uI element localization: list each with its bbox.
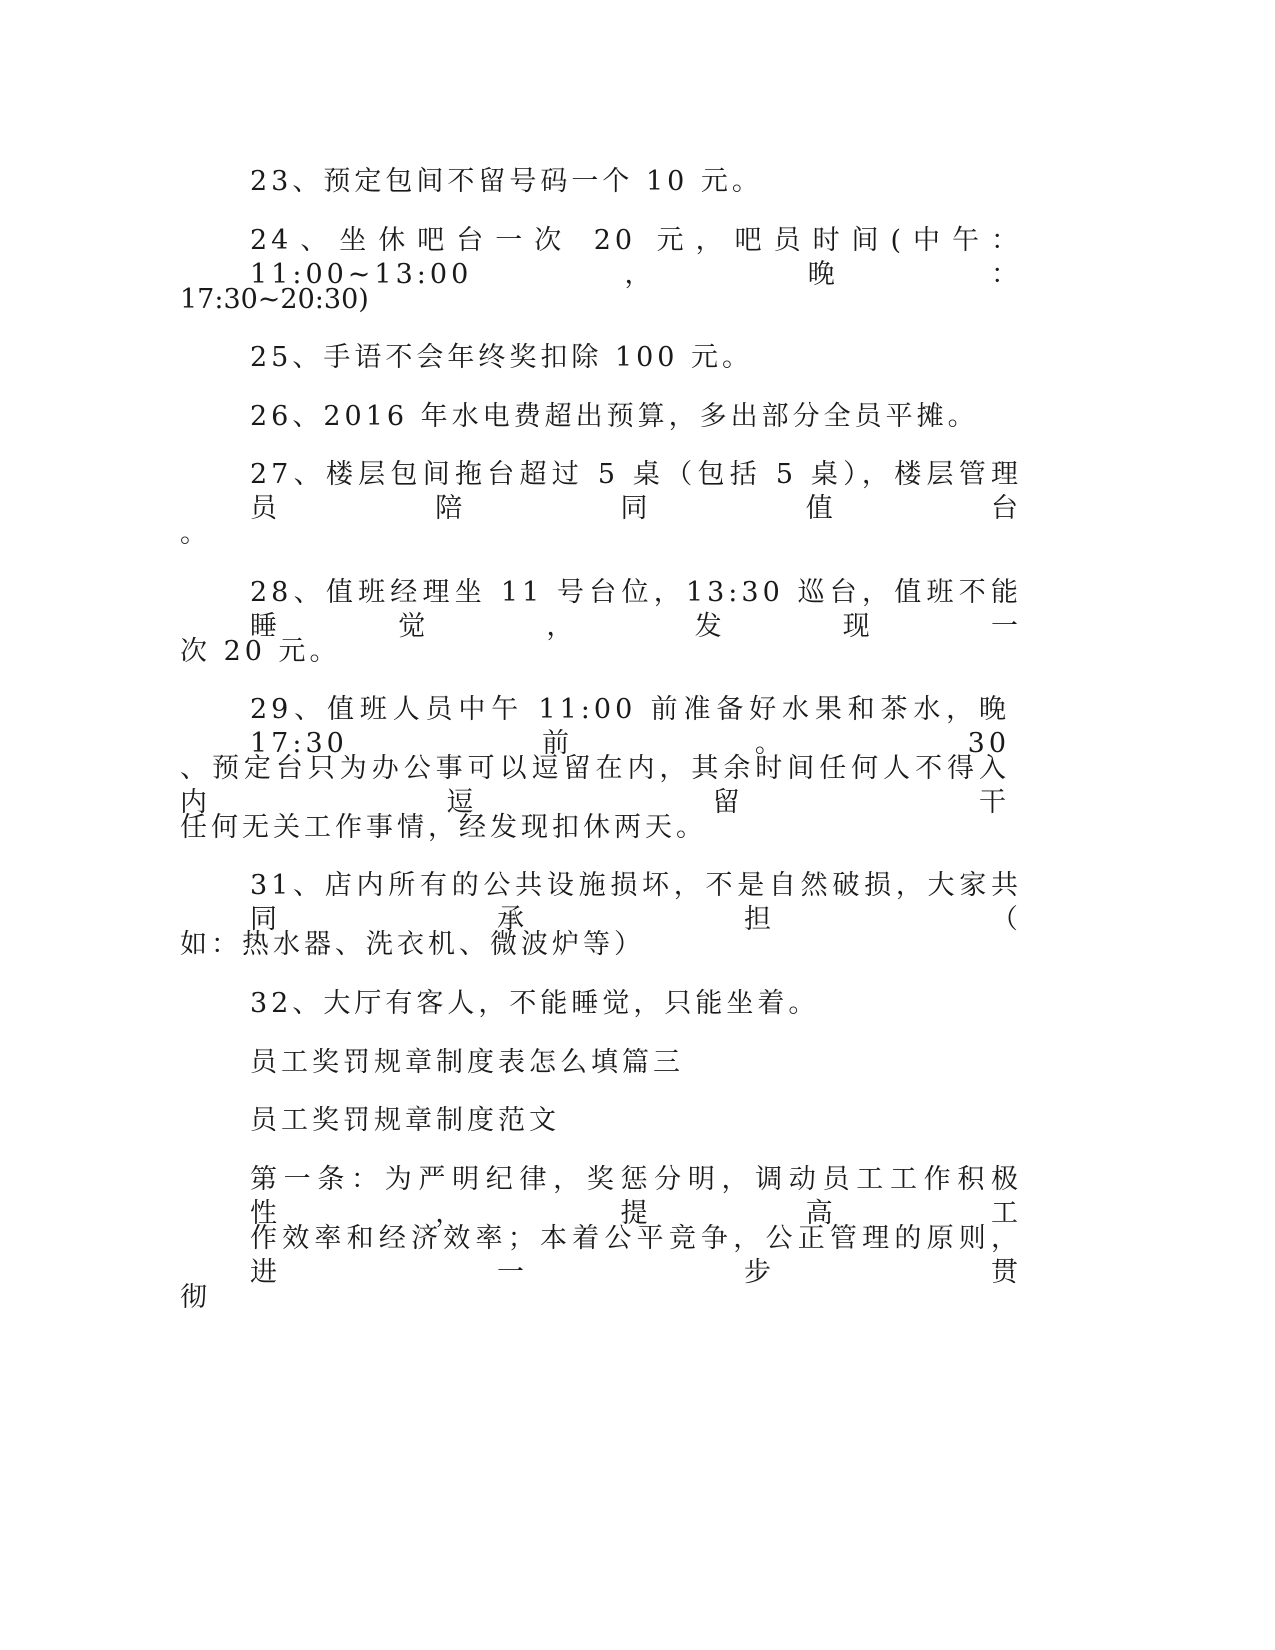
rule-27-line-2: 。 [180,518,211,549]
article-1-line-1: 第一条：为严明纪律，奖惩分明，调动员工工作积极性，提高工 [250,1164,1022,1229]
rule-30-line-1: 、预定台只为办公事可以逗留在内，其余时间任何人不得入内逗留干 [180,753,1010,818]
article-1-line-2: 作效率和经济效率；本着公平竞争，公正管理的原则，进一步贯 [250,1223,1022,1288]
rule-28-line-1: 28、值班经理坐 11 号台位，13:30 巡台，值班不能睡觉，发现一 [250,577,1022,642]
rule-31-line-2: 如：热水器、洗衣机、微波炉等） [180,929,645,960]
article-1-line-3: 彻 [180,1282,211,1313]
rule-27-line-1: 27、楼层包间拖台超过 5 桌（包括 5 桌），楼层管理员陪同值台 [250,459,1022,524]
rule-23: 23、预定包间不留号码一个 10 元。 [250,166,763,197]
rule-24-line-1: 24、坐休吧台一次 20 元，吧员时间(中午：11:00~13:00，晚： [250,225,1022,290]
rule-26: 26、2016 年水电费超出预算，多出部分全员平摊。 [250,401,979,432]
sample-title: 员工奖罚规章制度范文 [250,1105,560,1136]
rule-28-line-2: 次 20 元。 [180,636,341,667]
section-heading: 员工奖罚规章制度表怎么填篇三 [250,1047,684,1078]
rule-29-line-1: 29、值班人员中午 11:00 前准备好水果和茶水，晚 17:30 前。30 [250,694,1010,759]
rule-25: 25、手语不会年终奖扣除 100 元。 [250,342,754,373]
rule-30-line-2: 任何无关工作事情，经发现扣休两天。 [180,812,707,843]
rule-32: 32、大厅有客人，不能睡觉，只能坐着。 [250,988,820,1019]
rule-24-line-2: 17:30~20:30) [180,284,369,315]
rule-31-line-1: 31、店内所有的公共设施损坏，不是自然破损，大家共同承担（ [250,870,1022,935]
